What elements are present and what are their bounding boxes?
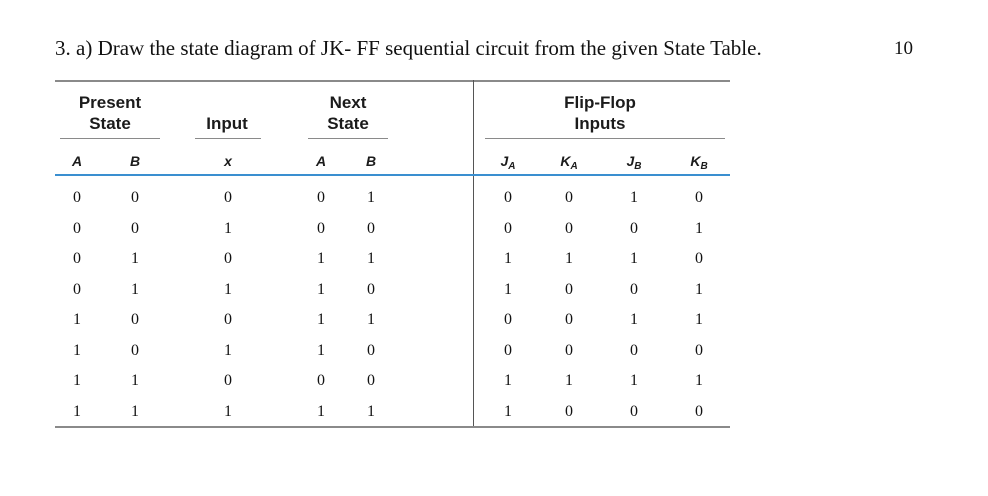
cell-next-a: 1: [317, 250, 325, 267]
table-header-rule: [55, 174, 730, 176]
cell-ka: 0: [565, 311, 573, 328]
next-state-header-line1: Next: [329, 93, 367, 112]
cell-a: 0: [73, 250, 81, 267]
cell-x: 0: [224, 372, 232, 389]
flipflop-inputs-header-line2: Inputs: [574, 114, 626, 133]
cell-b: 1: [131, 250, 139, 267]
cell-a: 0: [73, 280, 81, 298]
cell-ka: 0: [565, 219, 573, 237]
cell-next-b: 1: [367, 402, 375, 420]
cell-b: 0: [131, 341, 139, 359]
col-header-ja: [493, 153, 523, 172]
cell-next-b: 0: [367, 372, 375, 389]
cell-b: 0: [131, 311, 139, 328]
cell-x: 1: [224, 280, 232, 298]
col-header-x: x: [224, 153, 232, 169]
cell-ka: 0: [565, 280, 573, 298]
cell-x: 1: [224, 341, 232, 359]
cell-ka: 1: [565, 372, 573, 389]
cell-jb: 0: [630, 341, 638, 359]
cell-ja: 1: [504, 402, 512, 420]
next-state-underline: [308, 138, 388, 139]
present-state-header-line2: State: [89, 114, 131, 133]
cell-a: 1: [73, 341, 81, 359]
cell-next-a: 1: [317, 311, 325, 328]
cell-ja: 1: [504, 250, 512, 267]
cell-kb: 0: [695, 250, 703, 267]
cell-jb: 0: [630, 219, 638, 237]
cell-next-a: 0: [317, 372, 325, 389]
cell-ka: 0: [565, 341, 573, 359]
cell-ja: 0: [504, 219, 512, 237]
col-header-ka-subscript: A: [570, 161, 578, 172]
cell-x: 0: [224, 311, 232, 328]
cell-jb: 1: [630, 250, 638, 267]
cell-next-b: 0: [367, 341, 375, 359]
cell-ka: 0: [565, 189, 573, 206]
cell-a: 0: [73, 189, 81, 206]
cell-ka: 1: [565, 250, 573, 267]
cell-next-b: 1: [367, 311, 375, 328]
cell-ja: 0: [504, 311, 512, 328]
flipflop-inputs-header-line1: Flip-Flop: [564, 93, 636, 112]
cell-kb: 1: [695, 219, 703, 237]
input-underline: [195, 138, 261, 139]
table-row: [55, 276, 730, 304]
table-top-rule: [55, 80, 730, 82]
col-header-jb-letter: J: [626, 153, 635, 169]
question-marks: 10: [894, 38, 913, 59]
col-header-next-b: B: [365, 153, 377, 169]
table-bottom-rule: [55, 426, 730, 428]
table-row: [55, 215, 730, 243]
state-table: [55, 80, 730, 430]
cell-next-a: 0: [317, 189, 325, 206]
cell-b: 1: [131, 280, 139, 298]
col-header-ja-subscript: A: [508, 161, 516, 172]
cell-ja: 1: [504, 280, 512, 298]
present-state-header-line1: Present: [78, 93, 142, 112]
cell-jb: 1: [630, 311, 638, 328]
col-header-jb: [619, 153, 649, 172]
cell-jb: 1: [630, 372, 638, 389]
col-header-jb-subscript: B: [634, 161, 642, 172]
table-row: [55, 245, 730, 273]
cell-b: 1: [131, 372, 139, 389]
cell-next-a: 0: [317, 219, 325, 237]
next-state-header: [303, 92, 393, 134]
cell-next-b: 1: [367, 189, 375, 206]
table-row: [55, 337, 730, 365]
cell-kb: 1: [695, 311, 703, 328]
cell-x: 1: [224, 402, 232, 420]
col-header-ka: [554, 153, 584, 172]
cell-jb: 0: [630, 402, 638, 420]
cell-jb: 0: [630, 280, 638, 298]
col-header-next-a: A: [315, 153, 327, 169]
present-state-header: [55, 92, 165, 134]
cell-kb: 0: [695, 189, 703, 206]
cell-next-b: 0: [367, 280, 375, 298]
table-row: [55, 367, 730, 395]
cell-kb: 0: [695, 341, 703, 359]
cell-ja: 1: [504, 372, 512, 389]
col-header-ka-letter: K: [560, 153, 571, 169]
col-header-ja-letter: J: [500, 153, 509, 169]
cell-a: 1: [73, 402, 81, 420]
cell-a: 1: [73, 311, 81, 328]
col-header-kb-letter: K: [690, 153, 701, 169]
cell-next-b: 1: [367, 250, 375, 267]
flipflop-inputs-header: [545, 92, 655, 134]
cell-kb: 1: [695, 280, 703, 298]
cell-next-a: 1: [317, 280, 325, 298]
table-row: [55, 398, 730, 426]
cell-ja: 0: [504, 189, 512, 206]
cell-jb: 1: [630, 189, 638, 206]
col-header-kb-subscript: B: [700, 161, 708, 172]
cell-a: 0: [73, 219, 81, 237]
col-header-kb: [684, 153, 714, 172]
cell-next-b: 0: [367, 219, 375, 237]
table-row: [55, 184, 730, 212]
col-header-a: A: [71, 153, 83, 169]
cell-ka: 0: [565, 402, 573, 420]
cell-b: 1: [131, 402, 139, 420]
table-row: [55, 306, 730, 334]
next-state-header-line2: State: [327, 114, 369, 133]
flipflop-inputs-underline: [485, 138, 725, 139]
cell-x: 0: [224, 250, 232, 267]
cell-next-a: 1: [317, 341, 325, 359]
cell-kb: 0: [695, 402, 703, 420]
cell-x: 0: [224, 189, 232, 206]
cell-next-a: 1: [317, 402, 325, 420]
input-header: Input: [206, 114, 248, 133]
cell-b: 0: [131, 219, 139, 237]
cell-x: 1: [224, 219, 232, 237]
cell-kb: 1: [695, 372, 703, 389]
question-text: 3. a) Draw the state diagram of JK- FF sequential circuit from the given State Table.: [55, 36, 762, 60]
present-state-underline: [60, 138, 160, 139]
cell-a: 1: [73, 372, 81, 389]
cell-ja: 0: [504, 341, 512, 359]
cell-b: 0: [131, 189, 139, 206]
col-header-b: B: [129, 153, 141, 169]
